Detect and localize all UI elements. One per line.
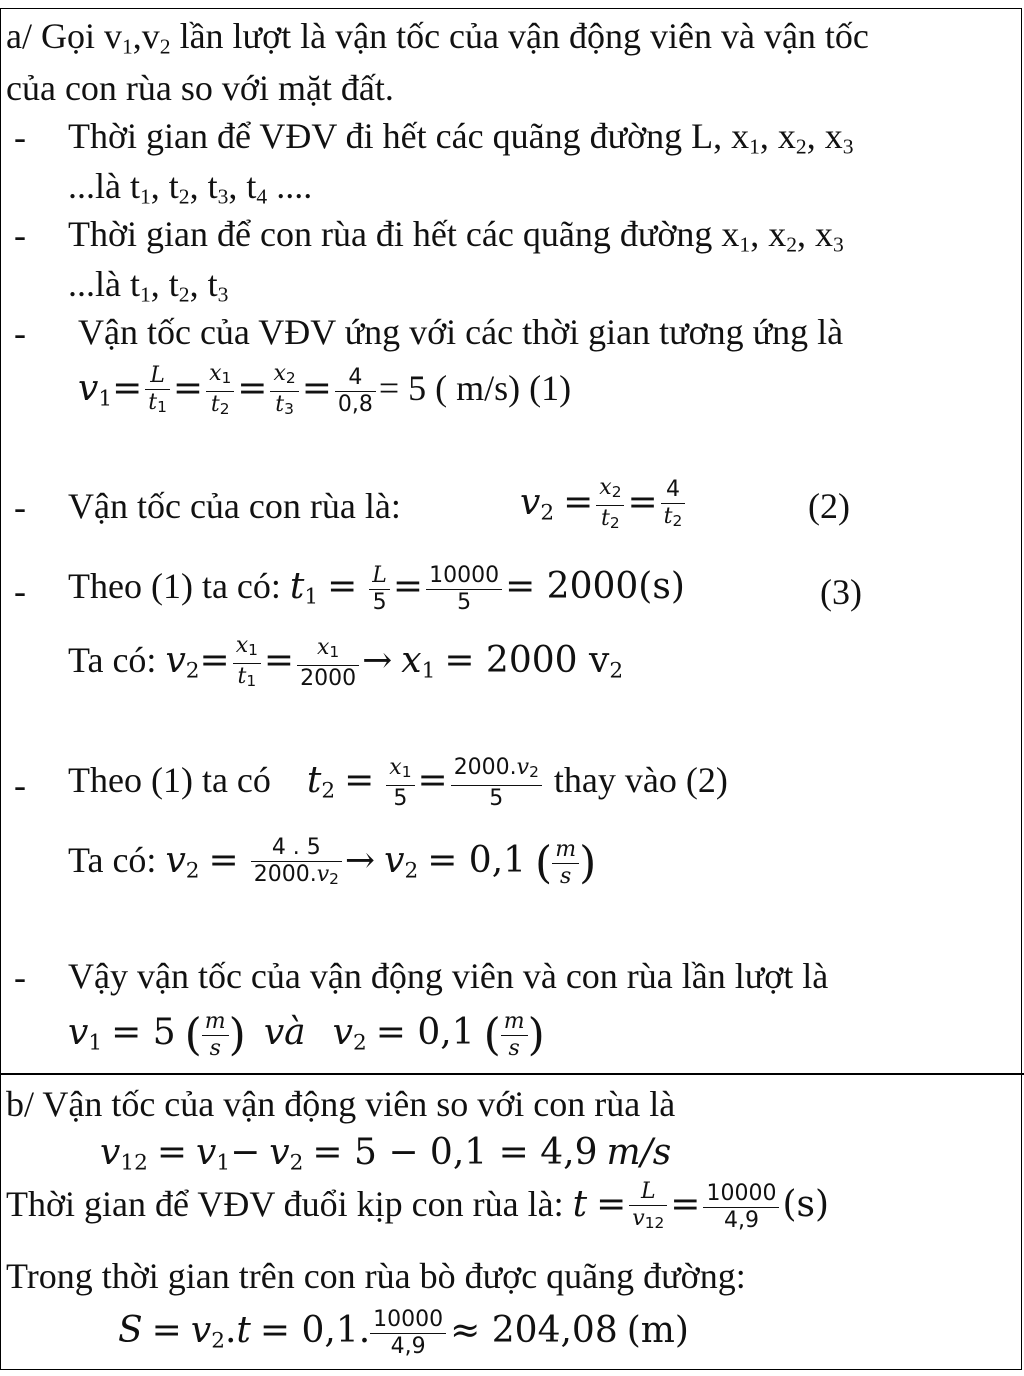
bullet-2-line-1: Thời gian để con rùa đi hết các quãng đường $x_1$, $x_2$, $x_3$ bbox=[68, 214, 844, 257]
fraction-x1-5: $\frac{x1}{5}$ bbox=[386, 755, 414, 812]
fraction-4-0-8: $\frac{4}{0,8}$ bbox=[335, 365, 376, 418]
equation-v12: $v_{12} = v_1- v_2 = 5 - 0,1 = 4,9$ m/s bbox=[100, 1132, 672, 1176]
equation-1: $v_1=$ $\frac{L}{t1}$ = $\frac{x1}{t2}$ = $\frac{x2}{t3}$ = $\frac{4}{0,8}$ = 5 ( m/s) (1) bbox=[78, 358, 571, 429]
bullet-dash: - bbox=[14, 117, 26, 157]
fraction-x1-t2: $\frac{x1}{t2}$ bbox=[206, 361, 234, 422]
fraction-L-t1: $\frac{L}{t1}$ bbox=[145, 363, 170, 420]
equation-3: Theo (1) ta có: $t_1$ = $\frac{L}{5}$ = $\frac{10000}{5}$ = 2000(s) bbox=[68, 563, 685, 616]
bullet-dash: - bbox=[14, 313, 26, 353]
fraction-m-s: $\frac{m}{s}$ bbox=[552, 837, 579, 890]
part-a-intro-line-2: của con rùa so với mặt đất. bbox=[6, 68, 394, 108]
bullet-dash: - bbox=[14, 957, 26, 997]
equation-t: Thời gian để VĐV đuổi kịp con rùa là: t = $\frac{L}{v12}$ = $\frac{10000}{4,9}$ (s) bbox=[6, 1172, 829, 1237]
equation-2-tag: (2) bbox=[808, 486, 850, 526]
fraction-10000-4-9: $\frac{10000}{4,9}$ bbox=[370, 1307, 446, 1360]
fraction-m-s: $\frac{m}{s}$ bbox=[202, 1009, 229, 1062]
part-b-line-4: Trong thời gian trên con rùa bò được quãng đường: bbox=[6, 1256, 746, 1296]
fraction-2000v2-5: $\frac{2000.v2}{5}$ bbox=[451, 755, 542, 812]
fraction-4-t2: $\frac{4}{t2}$ bbox=[661, 477, 686, 534]
equation-8: $v_1 = 5$ ( $\frac{m}{s}$ ) và $v_2 = 0,1$ ( $\frac{m}{s}$ ) bbox=[68, 1009, 545, 1062]
fraction-L-v12: $\frac{L}{v12}$ bbox=[629, 1179, 667, 1236]
bullet-dash: - bbox=[14, 215, 26, 255]
fraction-L-5: $\frac{L}{5}$ bbox=[369, 563, 390, 616]
fraction-10000-5: $\frac{10000}{5}$ bbox=[426, 563, 502, 616]
fraction-10000-4-9: $\frac{10000}{4,9}$ bbox=[703, 1181, 779, 1234]
part-a-intro-line-1: a/ Gọi $v_1,v_2$ lần lượt là vận tốc của vận động viên và vận tốc bbox=[6, 16, 869, 59]
bullet-1-line-2: ...là $t_1$, $t_2$, $t_3$, $t_4$ .... bbox=[68, 166, 313, 209]
equation-s: $S = v_2.t = 0,1$. $\frac{10000}{4,9}$ ≈ 204,08 (m) bbox=[118, 1307, 689, 1360]
fraction-x2-t3: $\frac{x2}{t3}$ bbox=[270, 361, 298, 422]
fraction-x1-2000: $\frac{x1}{2000}$ bbox=[297, 635, 359, 692]
equation-2: $v_2$ = $\frac{x2}{t2}$ = $\frac{4}{t2}$ bbox=[520, 472, 688, 543]
equation-7: Ta có: $v_2$ = $\frac{4 . 5}{2000.v2}$ → $v_2 = 0,1$ ( $\frac{m}{s}$ ) bbox=[68, 828, 596, 903]
bullet-2-line-2: ...là $t_1$, $t_2$, $t_3$ bbox=[68, 264, 229, 307]
bullet-dash: - bbox=[14, 571, 26, 611]
bullet-dash: - bbox=[14, 487, 26, 527]
bullet-dash: - bbox=[14, 765, 26, 805]
bullet-4-text: Vận tốc của con rùa là: bbox=[68, 486, 401, 526]
bullet-7-line-1: Vậy vận tốc của vận động viên và con rùa lần lượt là bbox=[68, 956, 829, 996]
fraction-4-5-2000v2: $\frac{4 . 5}{2000.v2}$ bbox=[251, 835, 342, 892]
part-b-line-1: b/ Vận tốc của vận động viên so với con rùa là bbox=[6, 1084, 676, 1124]
equation-4: Ta có: $v_2=$ $\frac{x1}{t1}$ = $\frac{x1}{2000}$ → $x_1 = 2000$ $v_2$ bbox=[68, 630, 623, 701]
fraction-x1-t1: $\frac{x1}{t1}$ bbox=[233, 633, 261, 694]
bullet-1-line-1: Thời gian để VĐV đi hết các quãng đường L, $x_1$, $x_2$, $x_3$ bbox=[68, 116, 854, 159]
fraction-x2-t2: $\frac{x2}{t2}$ bbox=[596, 475, 624, 536]
equation-3-tag: (3) bbox=[820, 572, 862, 612]
bullet-3-line-1: Vận tốc của VĐV ứng với các thời gian tương ứng là bbox=[78, 312, 844, 352]
equation-6: Theo (1) ta có $t_2$ = $\frac{x1}{5}$ = $\frac{2000.v2}{5}$ thay vào (2) bbox=[68, 755, 728, 812]
fraction-m-s: $\frac{m}{s}$ bbox=[501, 1009, 528, 1062]
